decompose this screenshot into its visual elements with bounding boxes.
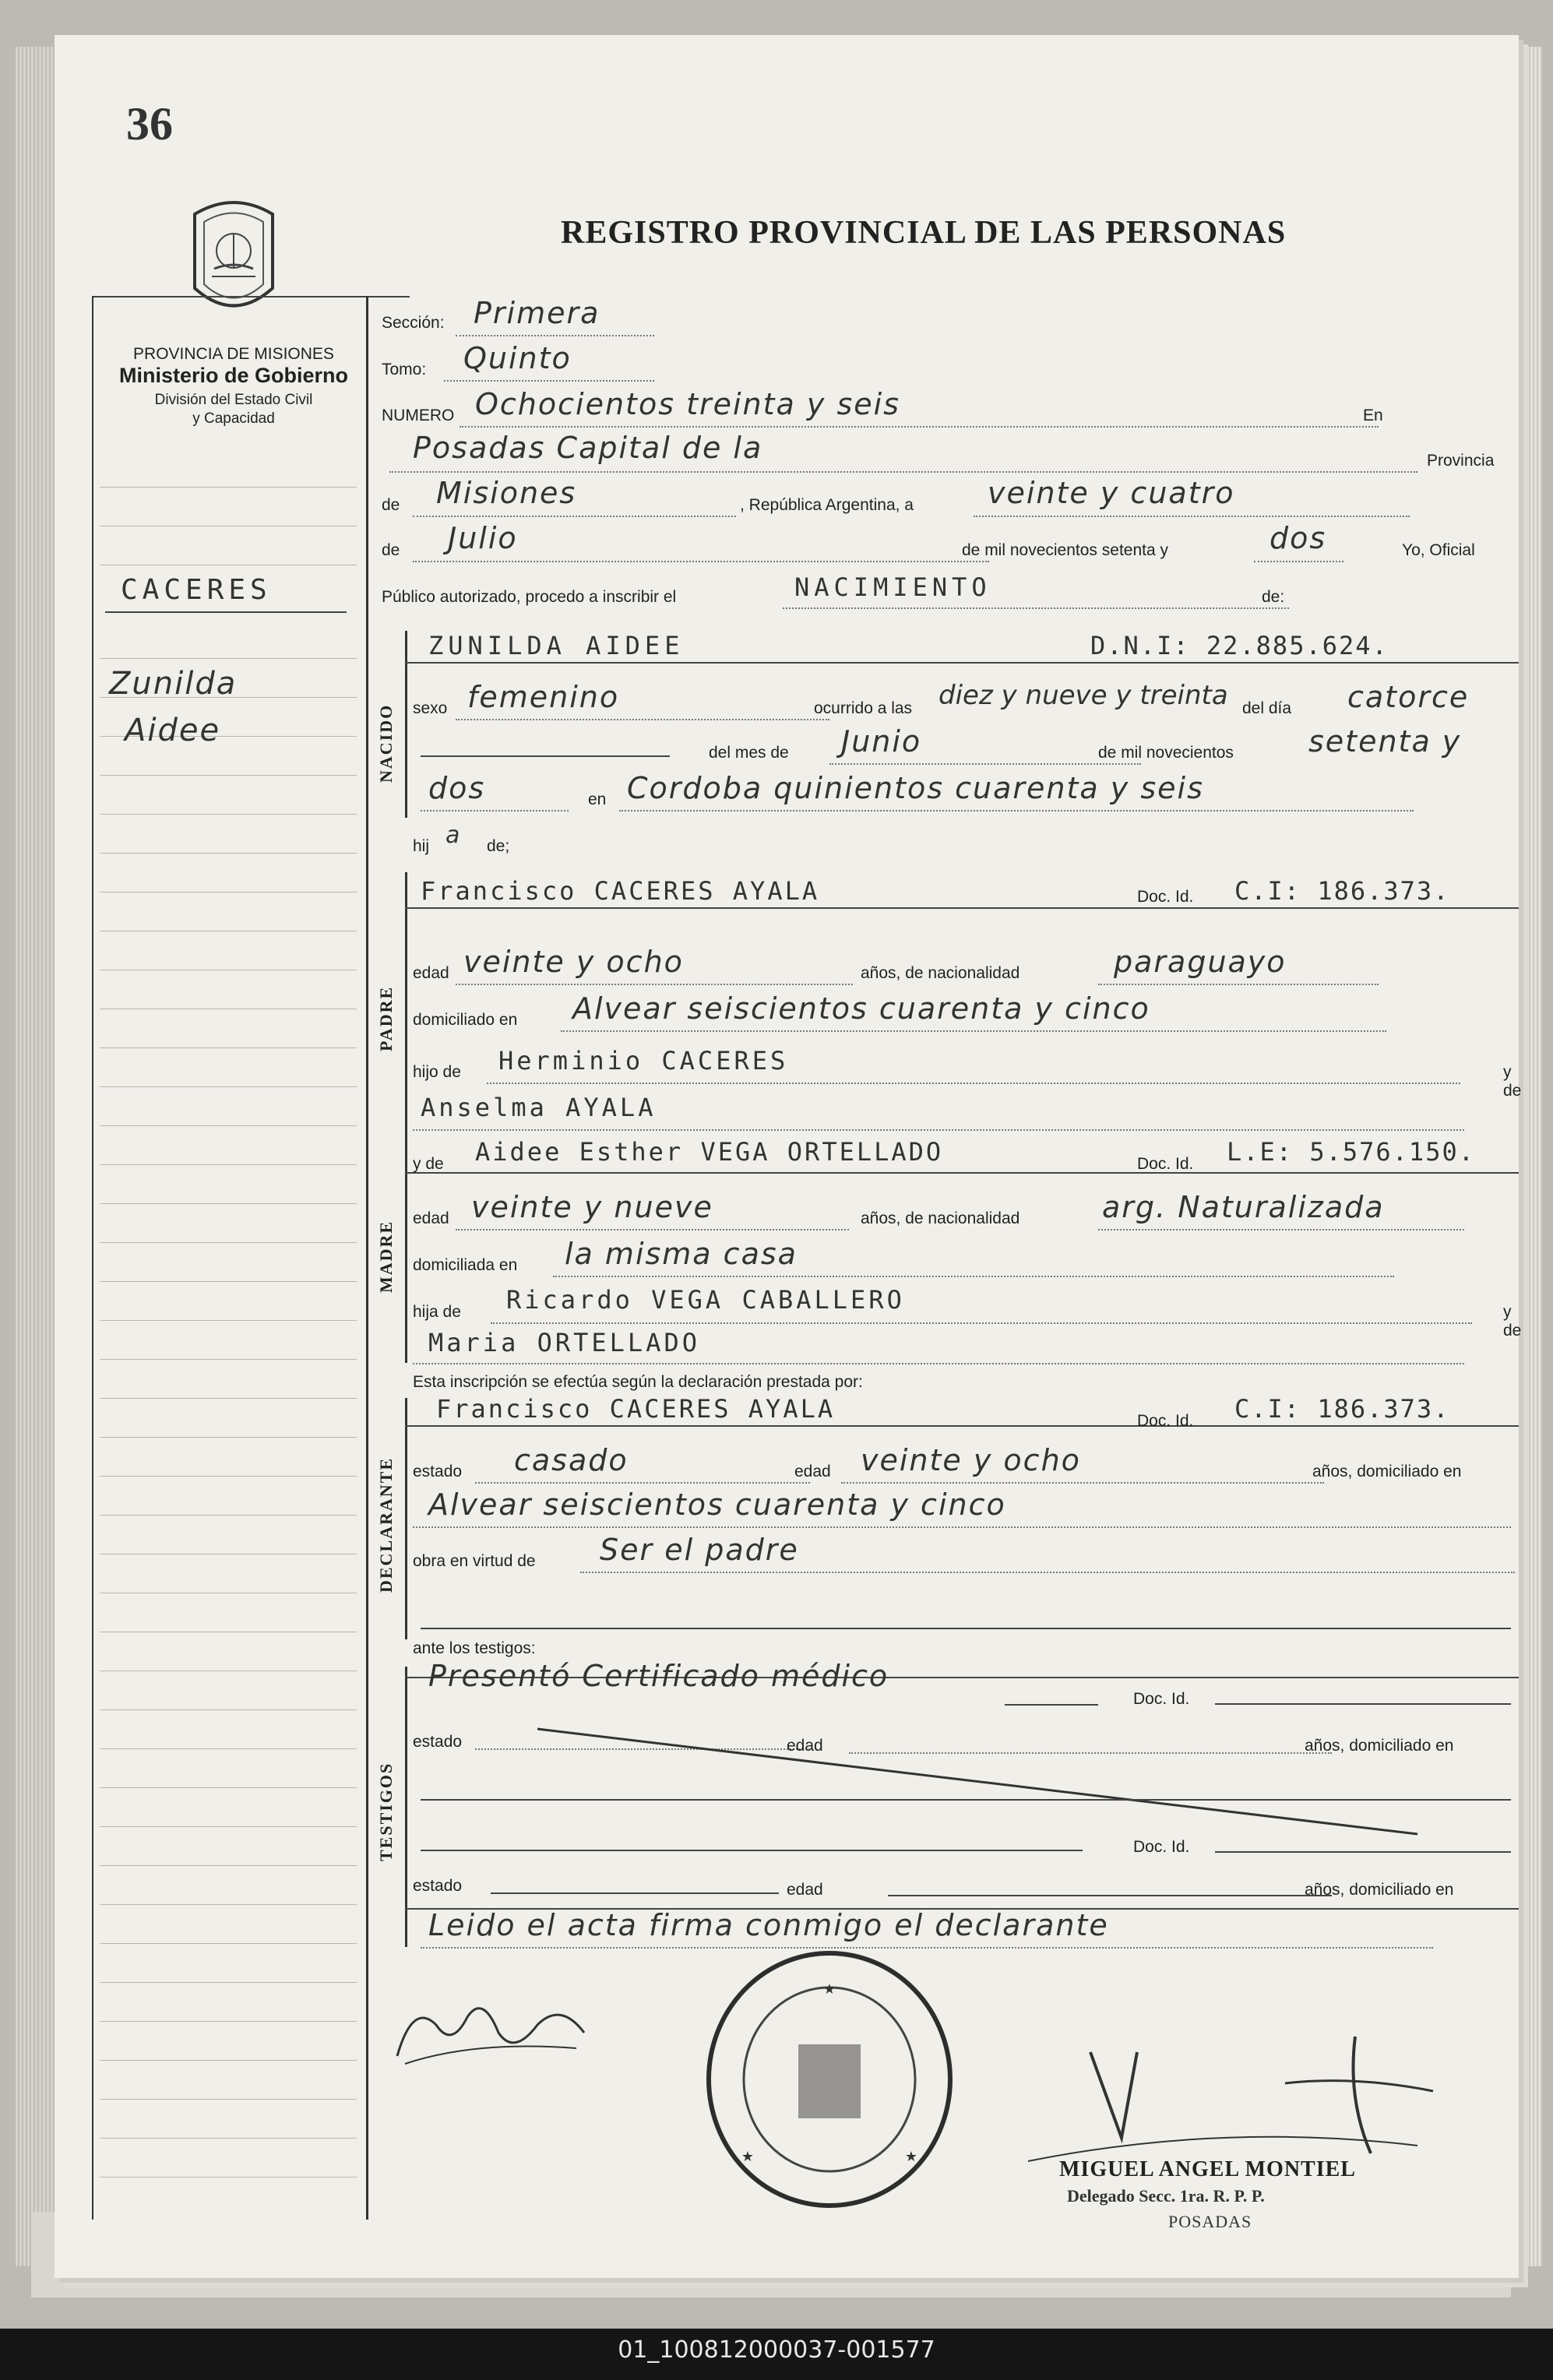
tomo-label: Tomo: — [382, 361, 427, 378]
mes-nacido-value: Junio — [841, 724, 922, 759]
testigo1-dash — [1005, 1704, 1098, 1706]
mes-nacido-dots — [829, 763, 1141, 765]
anio-nacido-value-2: dos — [428, 771, 486, 805]
testigo1-value: Presentó Certificado médico — [428, 1659, 889, 1693]
tomo-value: Quinto — [463, 341, 572, 375]
madre-madre-de-value: Maria ORTELLADO — [428, 1328, 700, 1357]
official-role: Delegado Secc. 1ra. R. P. P. — [1067, 2186, 1265, 2206]
testigo2-estado-label: estado — [413, 1877, 463, 1895]
margin-surname: CACERES — [121, 574, 272, 606]
nacido-top-rule — [405, 662, 1519, 664]
page-number: 36 — [126, 98, 173, 150]
madre-left-rule — [405, 1149, 407, 1363]
declarante-obra-dots — [580, 1572, 1515, 1573]
tipo-value: NACIMIENTO — [794, 572, 991, 602]
oficial-label: Yo, Oficial — [1402, 541, 1475, 559]
testigo2-doc-label: Doc. Id. — [1133, 1838, 1190, 1856]
official-stamp — [701, 1947, 958, 2212]
declarante-doc-label: Doc. Id. — [1137, 1412, 1194, 1430]
madre-padre-de-value: Ricardo VEGA CABALLERO — [506, 1285, 905, 1315]
padre-edad-value: veinte y ocho — [463, 945, 684, 979]
padre-anos-label: años, de nacionalidad — [861, 964, 1020, 982]
madre-domicilio-label: domiciliada en — [413, 1256, 518, 1274]
hij-de-label: de; — [487, 837, 510, 855]
declarante-domicilio-dots — [413, 1526, 1511, 1528]
dia-nacido-value: catorce — [1347, 680, 1470, 714]
testigo1-edad-label: edad — [787, 1737, 823, 1755]
page-stack-right — [1519, 47, 1542, 2266]
madre-nacionalidad-value: arg. Naturalizada — [1102, 1190, 1385, 1224]
testigo2-estado-line — [491, 1892, 779, 1894]
de3-label: de: — [1262, 588, 1285, 606]
declarante-obra-label: obra en virtud de — [413, 1552, 536, 1570]
testigo1-doc-label: Doc. Id. — [1133, 1690, 1190, 1708]
provincia-dots — [413, 516, 736, 517]
en-nacido-label: en — [588, 790, 607, 808]
testigo1-anos-label: años, domiciliado en — [1305, 1737, 1454, 1755]
dia-registro-dots — [974, 516, 1410, 517]
nacido-left-rule — [405, 631, 407, 818]
anio-registro-dots — [1254, 561, 1343, 562]
declarant-signature — [382, 1986, 615, 2079]
mes-registro-dots — [413, 561, 989, 562]
declarante-estado-dots — [475, 1482, 810, 1484]
publico-label: Público autorizado, procedo a inscribir el — [382, 588, 677, 606]
padre-nacionalidad-value: paraguayo — [1114, 945, 1287, 979]
declarante-estado-label: estado — [413, 1463, 463, 1480]
madre-edad-dots — [456, 1229, 849, 1230]
official-location: POSADAS — [1168, 2212, 1252, 2231]
padre-y-de-label: y de — [1503, 1063, 1522, 1100]
madre-padre-de-dots — [491, 1322, 1472, 1324]
margin-given-names-1: Zunilda — [109, 666, 238, 702]
padre-nombre: Francisco CACERES AYALA — [421, 876, 820, 906]
declarante-edad-dots — [841, 1482, 1324, 1484]
madre-edad-label: edad — [413, 1209, 449, 1227]
padre-edad-dots — [456, 984, 853, 985]
numero-label: NUMERO — [382, 407, 455, 424]
svg-text:★: ★ — [741, 2149, 755, 2164]
province-emblem — [179, 195, 288, 327]
madre-nacionalidad-dots — [1098, 1229, 1464, 1230]
declarante-bottom-rule — [421, 1628, 1511, 1629]
declarante-estado-value: casado — [514, 1443, 629, 1477]
tipo-dots — [783, 607, 1289, 609]
seccion-value: Primera — [474, 296, 600, 330]
declarante-left-rule — [405, 1398, 407, 1639]
padre-padre-de-value: Herminio CACERES — [498, 1046, 789, 1076]
org-line4: y Capacidad — [192, 410, 275, 427]
page-stack-left — [16, 47, 55, 2266]
hij-value: a — [445, 822, 462, 849]
de-label: de — [382, 496, 400, 514]
madre-domicilio-value: la misma casa — [565, 1237, 798, 1271]
anio-nacido-value-1: setenta y — [1308, 724, 1462, 759]
lugar-value: Posadas Capital de la — [413, 431, 763, 465]
padre-hijo-label: hijo de — [413, 1063, 461, 1081]
seccion-dots — [456, 335, 654, 336]
madre-domicilio-dots — [553, 1276, 1394, 1277]
svg-text:★: ★ — [822, 1981, 836, 1997]
madre-top-rule — [405, 1172, 1519, 1174]
org-line3: División del Estado Civil — [154, 392, 313, 408]
org-line1: PROVINCIA DE MISIONES — [133, 345, 334, 363]
madre-section-label: MADRE — [376, 1220, 396, 1293]
republica-label: , República Argentina, a — [740, 496, 914, 514]
lugar-nacido-dots — [619, 810, 1414, 812]
official-name: MIGUEL ANGEL MONTIEL — [1059, 2157, 1356, 2181]
nacido-nombre: ZUNILDA AIDEE — [428, 631, 685, 660]
testigo-blank-rule — [421, 1799, 1511, 1801]
testigo2-name-line — [421, 1850, 1083, 1851]
mil-registro-label: de mil novecientos setenta y — [962, 541, 1168, 559]
declarante-top-rule — [405, 1425, 1519, 1427]
padre-padre-de-dots — [487, 1083, 1460, 1084]
sexo-dots — [456, 719, 829, 720]
padre-nacionalidad-dots — [1098, 984, 1379, 985]
testigo1-estado-label: estado — [413, 1733, 463, 1751]
del-dia-label: del día — [1242, 699, 1292, 717]
padre-left-rule — [405, 872, 407, 1153]
mes-registro-value: Julio — [448, 521, 518, 555]
declarante-section-label: DECLARANTE — [376, 1456, 396, 1593]
witness-strike-line — [537, 1725, 1425, 1842]
blank-rule-1 — [421, 755, 670, 757]
padre-madre-de-value: Anselma AYALA — [421, 1093, 657, 1122]
dia-registro-value: veinte y cuatro — [988, 476, 1235, 510]
testigo2-edad-line — [888, 1895, 1332, 1896]
hora-value: diez y nueve y treinta — [938, 680, 1228, 711]
margin-top-rule — [92, 296, 410, 298]
testigos-intro: ante los testigos: — [413, 1639, 536, 1657]
madre-anos-label: años, de nacionalidad — [861, 1209, 1020, 1227]
madre-nombre: Aidee Esther VEGA ORTELLADO — [475, 1137, 944, 1167]
madre-y-de-label: y de — [413, 1155, 444, 1173]
declarante-anos-label: años, domiciliado en — [1312, 1463, 1462, 1480]
madre-doc-label: Doc. Id. — [1137, 1155, 1194, 1173]
ocurrido-label: ocurrido a las — [814, 699, 913, 717]
testigo2-doc-line — [1215, 1851, 1511, 1853]
sexo-label: sexo — [413, 699, 448, 717]
hij-label: hij — [413, 837, 430, 855]
testigo2-edad-label: edad — [787, 1881, 823, 1899]
register-page — [55, 35, 1522, 2278]
nacido-dni: D.N.I: 22.885.624. — [1090, 631, 1389, 660]
testigos-section-label: TESTIGOS — [376, 1762, 396, 1861]
lugar-dots — [389, 471, 1417, 473]
lectura-value: Leido el acta firma conmigo el declarante — [428, 1908, 1109, 1942]
anio-registro-value: dos — [1270, 521, 1327, 555]
document-id: 01_100812000037-001577 — [618, 2336, 935, 2364]
provincia-value: Misiones — [436, 476, 577, 510]
en-label: En — [1363, 407, 1383, 424]
org-line2: Ministerio de Gobierno — [118, 364, 349, 387]
padre-madre-de-dots — [413, 1129, 1464, 1131]
padre-top-rule — [405, 907, 1519, 909]
sexo-value: femenino — [467, 680, 620, 714]
madre-hija-label: hija de — [413, 1303, 461, 1321]
mes-nacido-label: del mes de — [709, 744, 789, 762]
madre-doc-value: L.E: 5.576.150. — [1227, 1137, 1475, 1167]
numero-value: Ochocientos treinta y seis — [475, 387, 900, 421]
madre-edad-value: veinte y nueve — [471, 1190, 713, 1224]
margin-left-rule — [92, 296, 93, 2220]
tomo-dots — [444, 380, 654, 382]
anio-nacido-dots — [421, 810, 569, 812]
numero-dots — [460, 426, 1379, 428]
register-title: REGISTRO PROVINCIAL DE LAS PERSONAS — [561, 215, 1287, 251]
margin-given-names-2: Aidee — [125, 713, 221, 748]
madre-y-de-label-2: y de — [1503, 1303, 1522, 1340]
padre-domicilio-label: domiciliado en — [413, 1011, 518, 1029]
lugar-nacido-value: Cordoba quinientos cuarenta y seis — [627, 771, 1204, 805]
declarante-obra-value: Ser el padre — [600, 1533, 799, 1567]
testigos-left-rule — [405, 1667, 407, 1947]
padre-doc-value: C.I: 186.373. — [1234, 876, 1450, 906]
padre-domicilio-dots — [561, 1030, 1386, 1032]
declarante-edad-label: edad — [794, 1463, 831, 1480]
svg-text:★: ★ — [904, 2149, 918, 2164]
mil-nacido-label: de mil novecientos — [1098, 744, 1234, 762]
main-left-rule — [366, 296, 368, 2220]
testigo2-anos-label: años, domiciliado en — [1305, 1881, 1454, 1899]
declarante-intro: Esta inscripción se efectúa según la declaración prestada por: — [413, 1373, 863, 1391]
margin-surname-underline — [105, 611, 347, 613]
nacido-section-label: NACIDO — [376, 703, 396, 783]
padre-domicilio-value: Alvear seiscientos cuarenta y cinco — [572, 991, 1150, 1026]
padre-section-label: PADRE — [376, 985, 396, 1051]
testigo1-doc-line — [1215, 1703, 1511, 1705]
seccion-label: Sección: — [382, 314, 445, 332]
de2-label: de — [382, 541, 400, 559]
padre-edad-label: edad — [413, 964, 449, 982]
declarante-edad-value: veinte y ocho — [861, 1443, 1081, 1477]
declarante-doc-value: C.I: 186.373. — [1234, 1394, 1450, 1424]
padre-doc-label: Doc. Id. — [1137, 888, 1194, 906]
provincia-label: Provincia — [1427, 452, 1495, 470]
madre-madre-de-dots — [413, 1363, 1464, 1364]
declarante-nombre: Francisco CACERES AYALA — [436, 1394, 836, 1424]
declarante-domicilio-value: Alvear seiscientos cuarenta y cinco — [428, 1488, 1006, 1522]
